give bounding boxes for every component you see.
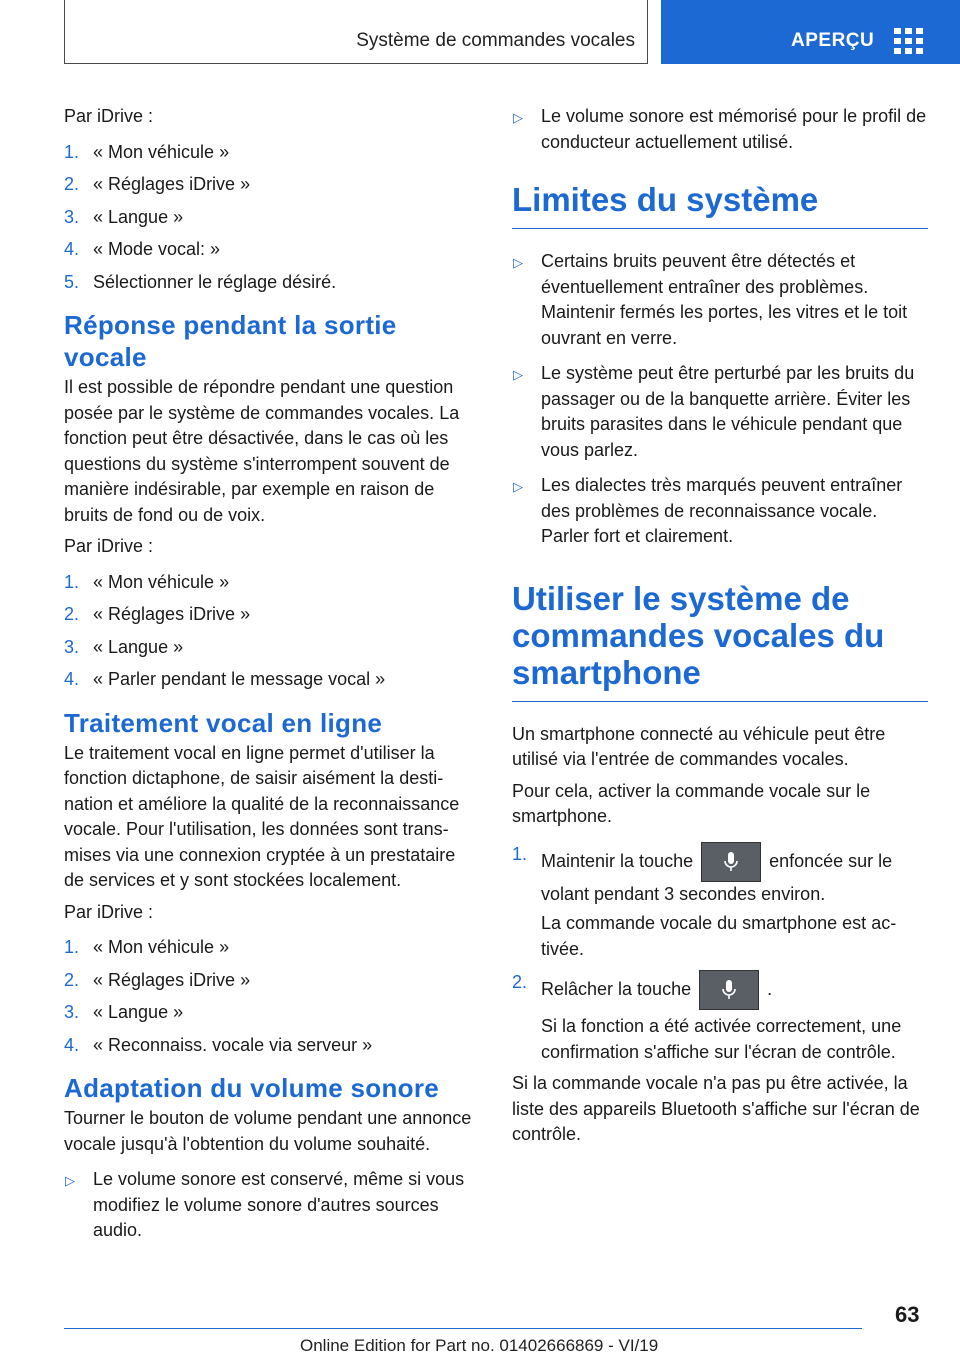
section-label: APERÇU: [791, 30, 875, 51]
list-item: 4. « Reconnaiss. vocale via serveur »: [64, 1034, 373, 1055]
left-column: [64, 104, 480, 1251]
list-item: 1. Maintenir la touche enfoncée sur le volant pendant 3 secondes environ.: [512, 843, 893, 904]
list-item: 3. « Langue »: [64, 206, 184, 227]
triangle-bullet-icon: ▷: [513, 367, 523, 382]
bullet-item: ▷ Certains bruits peuvent être détectés et éventuellement entraîner des problèmes. Maintenir fermés les portes, les vitres et le toit ouvrant en verre.: [513, 251, 908, 348]
triangle-bullet-icon: ▷: [513, 479, 523, 494]
bullet-item: ▷ Le système peut être perturbé par les bruits du passager ou de la banquette arrière. Éviter les bruits parasites dans le véhicule pendant que vous parlez.: [513, 363, 915, 460]
bullet-list-volume: [64, 1167, 480, 1244]
list-item: 5. Sélectionner le réglage désiré.: [64, 271, 337, 292]
step-note: Si la fonction a été activée correctement, une confirmation s'affiche sur l'écran de contrôle.: [541, 1016, 902, 1062]
heading-reponse: Réponse pendant la sortie vocale: [64, 310, 397, 372]
heading-limites: Limites du système: [512, 181, 928, 229]
voice-button: [699, 970, 759, 1010]
steps-list-smartphone: [512, 842, 928, 1066]
paragraph: Par iDrive :: [64, 536, 154, 556]
page-number: 63: [895, 1302, 920, 1327]
microphone-icon: [724, 852, 738, 872]
edition-text: Online Edition for Part no. 01402666869 - VI/19: [300, 1336, 659, 1355]
steps-list-mode: [64, 140, 480, 296]
bullet-list-profile: [512, 104, 928, 155]
list-item: 1. « Mon véhicule »: [64, 571, 230, 592]
paragraph: Pour cela, activer la commande vocale sur le smartphone.: [512, 780, 871, 826]
intro-text: Par iDrive :: [64, 106, 154, 126]
heading-traitement: Traitement vocal en ligne: [64, 707, 383, 738]
steps-list-reponse: [64, 570, 480, 693]
triangle-bullet-icon: ▷: [513, 110, 523, 125]
paragraph: Tourner le bouton de volume pendant une annonce vocale jusqu'à l'obtention du volume souhaité.: [64, 1108, 472, 1154]
bullet-item: ▷ Les dialectes très marqués peuvent entraîner des problèmes de reconnaissance vocale. Parler fort et clairement.: [513, 475, 903, 546]
paragraph: Il est possible de répondre pendant une question posée par le système de commandes vocales. La fonction peut être désactivée, dans le cas où les questions du système s'interrompent souvent de manière indésirable, par exemple en raison de bruits de fond ou de voix.: [64, 377, 460, 525]
header-title-box: [64, 0, 648, 64]
step-note: La commande vocale du smartphone est activée.: [541, 913, 897, 959]
voice-button: [701, 842, 761, 882]
paragraph: Si la commande vocale n'a pas pu être activée, la liste des appareils Bluetooth s'affiche sur l'écran de contrôle.: [512, 1073, 920, 1144]
list-item: 4. « Mode vocal: »: [64, 239, 221, 259]
list-item: 4. « Parler pendant le message vocal »: [64, 669, 386, 689]
footer-divider: [64, 1328, 862, 1329]
list-item: 2. « Réglages iDrive »: [64, 174, 251, 194]
paragraph: Par iDrive :: [64, 901, 154, 922]
bullet-item: ▷ Le volume sonore est mémorisé pour le profil de conducteur actuellement utilisé.: [513, 106, 927, 152]
header-title: Système de commandes vocales: [356, 30, 635, 51]
heading-smartphone: Utiliser le système de commandes vocales du smartphone: [512, 580, 928, 702]
list-item: 2. « Réglages iDrive »: [64, 604, 251, 624]
microphone-icon: [722, 980, 736, 1000]
bullet-item: ▷ Le volume sonore est conservé, même si vous modifiez le volume sonore d'autres sources audio.: [65, 1169, 465, 1240]
triangle-bullet-icon: ▷: [513, 255, 523, 270]
paragraph: Le traitement vocal en ligne permet d'utiliser la fonction dictaphone, de saisir aisément la destination et améliore la qualité de la reconnaissance vocale. Pour l'utilisation, les données sont transmises via une connexion cryptée à un prestataire de services et y sont stockées localement.: [64, 742, 460, 890]
paragraph: Un smartphone connecté au véhicule peut être utilisé via l'entrée de commandes vocales.: [512, 723, 886, 769]
heading-volume: Adaptation du volume sonore: [64, 1073, 440, 1103]
list-item: 2. « Réglages iDrive »: [64, 969, 251, 990]
right-column: [512, 104, 928, 1154]
header-section-tab[interactable]: [661, 0, 960, 64]
triangle-bullet-icon: ▷: [65, 1173, 75, 1188]
steps-list-traitement: [64, 935, 480, 1058]
list-item: 3. « Langue »: [64, 636, 184, 657]
list-item: 1. « Mon véhicule »: [64, 937, 230, 957]
grid-icon: [894, 28, 924, 54]
list-item: 2. Relâcher la touche .: [512, 970, 928, 1010]
list-item: 1. « Mon véhicule »: [64, 141, 230, 162]
bullet-list-limites: [512, 249, 928, 550]
list-item: 3. « Langue »: [64, 1002, 184, 1022]
